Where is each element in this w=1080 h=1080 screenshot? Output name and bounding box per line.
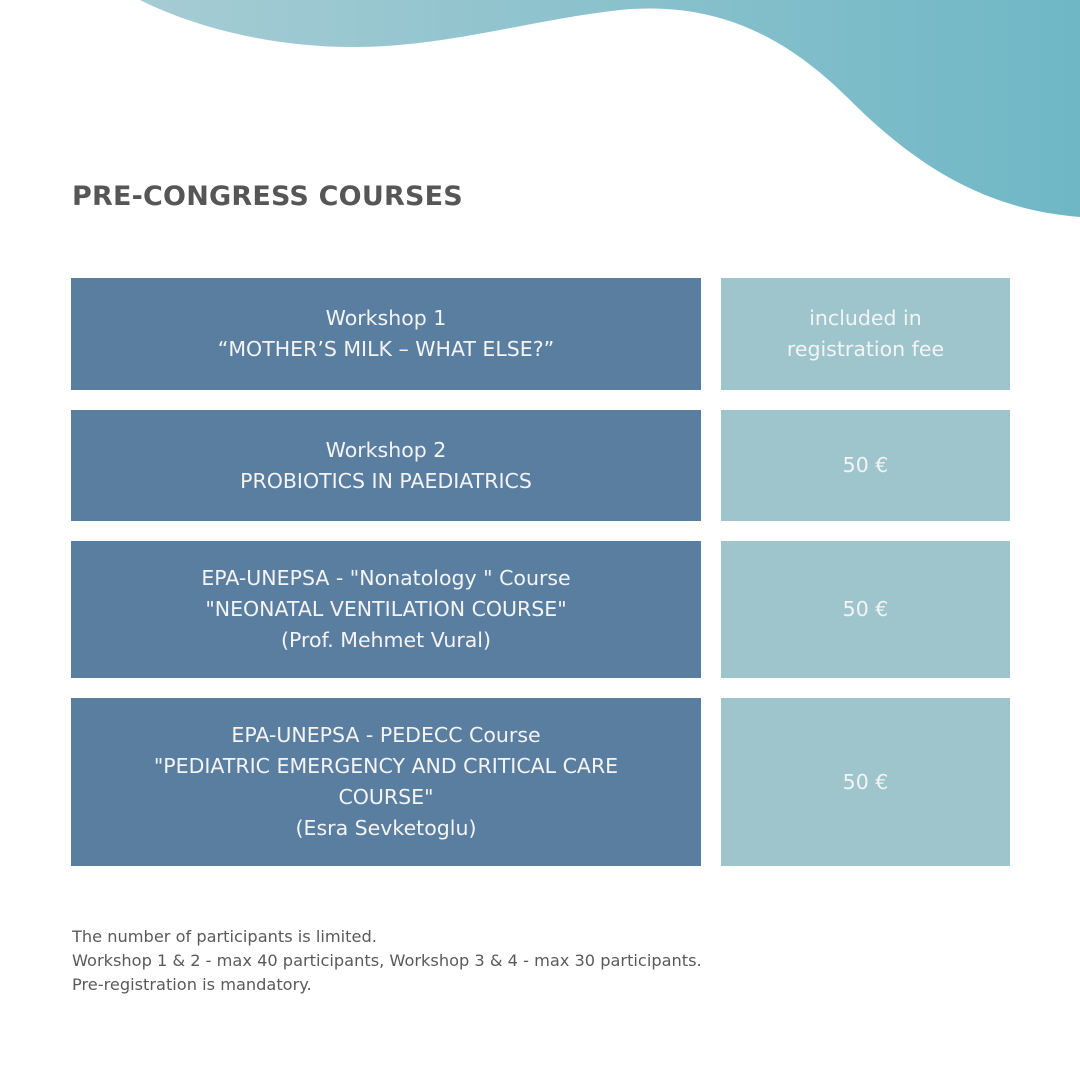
price-cell (721, 278, 1010, 390)
price-line: included in (809, 306, 922, 330)
course-row (71, 410, 1010, 521)
note-line: Workshop 1 & 2 - max 40 participants, Workshop 3 & 4 - max 30 participants. (72, 951, 702, 970)
course-line: “MOTHER’S MILK – WHAT ELSE?” (217, 337, 555, 361)
course-row (71, 278, 1010, 390)
page-title: PRE-CONGRESS COURSES (72, 181, 463, 212)
course-line: "NEONATAL VENTILATION COURSE" (205, 597, 567, 621)
note-line: Pre-registration is mandatory. (72, 975, 312, 994)
course-line: (Prof. Mehmet Vural) (280, 628, 491, 652)
price-cell (721, 541, 1010, 678)
price-cell (721, 410, 1010, 521)
price-line: 50 € (842, 597, 889, 621)
price-line: 50 € (842, 769, 889, 794)
course-line: Workshop 1 (325, 306, 447, 330)
course-cell (71, 410, 701, 521)
price-line: 50 € (842, 453, 889, 477)
course-row (71, 698, 1010, 866)
price-cell (721, 698, 1010, 866)
course-line: Workshop 2 (325, 437, 447, 462)
footnotes (72, 925, 702, 997)
course-line: PROBIOTICS IN PAEDIATRICS (240, 468, 532, 493)
course-row (71, 541, 1010, 678)
price-line: registration fee (786, 337, 945, 361)
course-cell (71, 541, 701, 678)
course-line: (Esra Sevketoglu) (295, 816, 477, 840)
course-cell (71, 278, 701, 390)
course-line: "PEDIATRIC EMERGENCY AND CRITICAL CARE COURSE" (153, 754, 619, 809)
course-line: EPA-UNEPSA - PEDECC Course (231, 723, 541, 747)
note-line: The number of participants is limited. (72, 927, 377, 946)
course-cell (71, 698, 701, 866)
course-line: EPA-UNEPSA - "Nonatology " Course (201, 566, 571, 590)
